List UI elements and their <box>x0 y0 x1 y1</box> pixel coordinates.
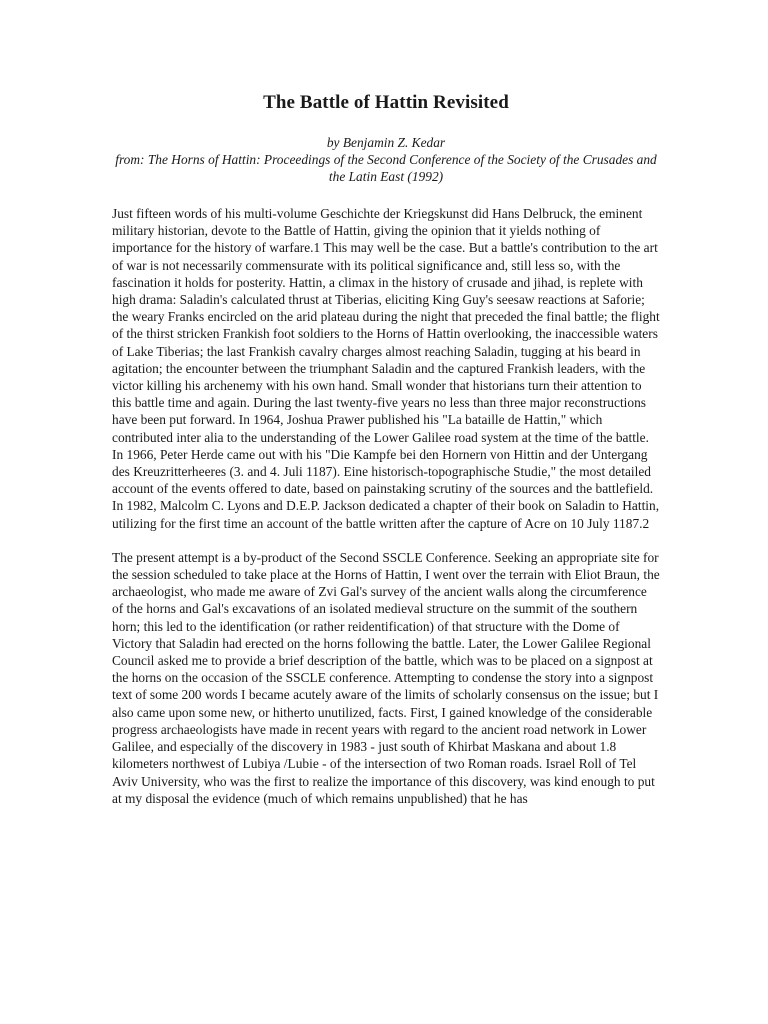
author-line: by Benjamin Z. Kedar <box>326 135 446 150</box>
body-paragraph-1: Just fifteen words of his multi-volume Geschichte der Kriegskunst did Hans Delbruck, the eminent military historian, devote to the Battle of Hattin, giving the opinion that it yields nothing of importance for the history of warfare.1 This may well be the case. But a battle's contribution to the art of war is not necessarily commensurate with its political significance and, still less so, with the fascination it holds for posterity. Hattin, a climax in the history of crusade and jihad, is replete with high drama: Saladin's calculated thrust at Tiberias, eliciting King Guy's seesaw reactions at Saforie; the weary Franks encircled on the arid plateau during the night that preceded the final battle; the flight of the thirst stricken Frankish foot soldiers to the Horns of Hattin overlooking, the inaccessible waters of Lake Tiberias; the last Frankish cavalry charges almost reaching Saladin, tugging at his beard in agitation; the encounter between the triumphant Saladin and the captured Frankish leaders, with the victor killing his archenemy with his own hand. Small wonder that historians turn their attention to this battle time and again. During the last twenty-five years no less than three major reconstructions have been put forward. In 1964, Joshua Prawer published his "La bataille de Hattin," which contributed inter alia to the understanding of the Lower Galilee road system at the time of the battle. In 1966, Peter Herde came out with his "Die Kampfe bei den Hornern von Hittin and der Untergang des Kreuzritterheeres (3. and 4. Juli 1187). Eine historisch-topographische Studie," the most detailed account of the events offered to date, based on painstaking scrutiny of the sources and the battlefield. In 1982, Malcolm C. Lyons and D.E.P. Jackson dedicated a chapter of their book on Saladin to Hattin, utilizing for the first time an account of the battle written after the capture of Acre on 10 July 1187.2 <box>112 206 660 531</box>
body-paragraph-2: The present attempt is a by-product of the Second SSCLE Conference. Seeking an appropriate site for the session scheduled to take place at the Horns of Hattin, I went over the terrain with Eliot Braun, the archaeologist, who made me aware of Zvi Gal's survey of the ancient walls along the circumference of the horns and Gal's excavations of an isolated medieval structure on the summit of the southern horn; this led to the identification (or rather reidentification) of that structure with the Dome of Victory that Saladin had erected on the horns following the battle. Later, the Lower Galilee Regional Council asked me to provide a brief description of the battle, which was to be placed on a signpost at the horns on the occasion of the SSCLE conference. Attempting to condense the story into a signpost text of some 200 words I became acutely aware of the limits of scholarly consensus on the issue; but I also came upon some new, or hitherto unutilized, facts. First, I gained knowledge of the considerable progress archaeologists have made in recent years with regard to the ancient road network in Lower Galilee, and especially of the discovery in 1983 - just south of Khirbat Maskana and about 1.8 kilometers northwest of Lubiya /Lubie - of the intersection of two Roman roads. Israel Roll of Tel Aviv University, who was the first to realize the importance of this discovery, was kind enough to put at my disposal the evidence (much of which remains unpublished) that he has <box>112 549 660 806</box>
document-title: The Battle of Hattin Revisited <box>263 92 509 113</box>
byline <box>112 134 660 185</box>
source-line: from: The Horns of Hattin: Proceedings of the Second Conference of the Society of the Crusades and the Latin East (1992) <box>115 152 657 184</box>
